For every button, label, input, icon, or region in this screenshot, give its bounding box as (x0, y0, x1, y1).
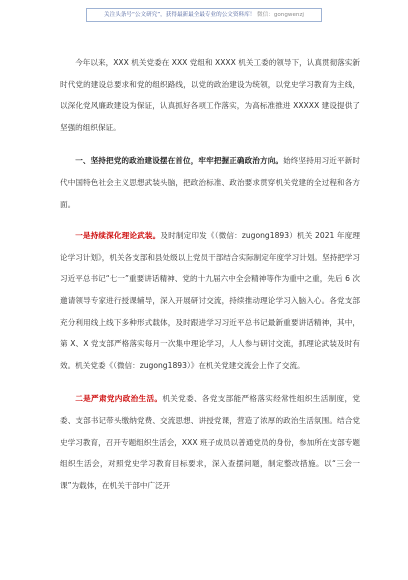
point-two-body: 机关党委、各党支部能严格落实经常性组织生活制度，党委、支部书记带头缴纳党费、交流思想、讲授党课，营造了浓厚的政治生活氛围。结合党史学习教育，召开专题组织生活会，XXX 班子成员以普通党员的身份，参加所在支部专题组织生活会，对照党史学习教育目标要求，深入查摆问题，制定整改措施。以“三会一课”为载体，在机关干部中广泛开 (60, 394, 360, 490)
point-one-heading: 一是持续深化理论武装。 (75, 231, 161, 241)
promo-banner-wechat: 微信：gongwenzj (257, 12, 304, 18)
point-one-body: 及时制定印发《（微信：zugong1893）机关 2021 年度理论学习计划》，机关各支部和县处级以上党员干部结合实际制定年度学习计划。坚持把学习习近平总书记“七一”重要讲话精神、党的十九届六中全会精神等作为重中之重，先后 6 次邀请领导专家进行授课辅导，深入开展研讨交流，持续推动理论学习入脑入心。各党支部充分利用线上线下多种形式载体，及时跟进学习习近平总书记最新重要讲话精神，其中，第 X、X 党支部严格落实每月一次集中理论学习，人人参与研讨交流，抓理论武装及时有效。机关党委《（微信：zugong1893）》在机关党建交流会上作了交流。 (60, 231, 361, 370)
section-one-body: 始终坚持用习近平新时代中国特色社会主义思想武装头脑，把政治标准、政治要求贯穿机关党建的全过程和各方面。 (60, 156, 361, 209)
point-two-heading: 二是严肃党内政治生活。 (75, 394, 163, 404)
point-one-paragraph (60, 225, 360, 376)
section-one-heading: 一、坚持把党的政治建设摆在首位，牢牢把握正确政治方向。 (75, 156, 284, 166)
point-two-paragraph (60, 388, 360, 496)
document-body (60, 52, 360, 496)
intro-paragraph: 今年以来，XXX 机关党委在 XXX 党组和 XXXX 机关工委的领导下，认真贯彻落实新时代党的建设总要求和党的组织路线，以党的政治建设为统领，以党史学习教育为主线，以深化党风廉政建设为保证，认真抓好各项工作落实，为高标准推进 XXXXX 建设提供了坚强的组织保证。 (60, 58, 360, 132)
promo-banner-text: 关注头条号“公文研究”，获得最新最全最专业的公文资料库！ (104, 12, 256, 18)
promo-banner[interactable] (86, 8, 322, 22)
section-one-paragraph (60, 150, 360, 215)
